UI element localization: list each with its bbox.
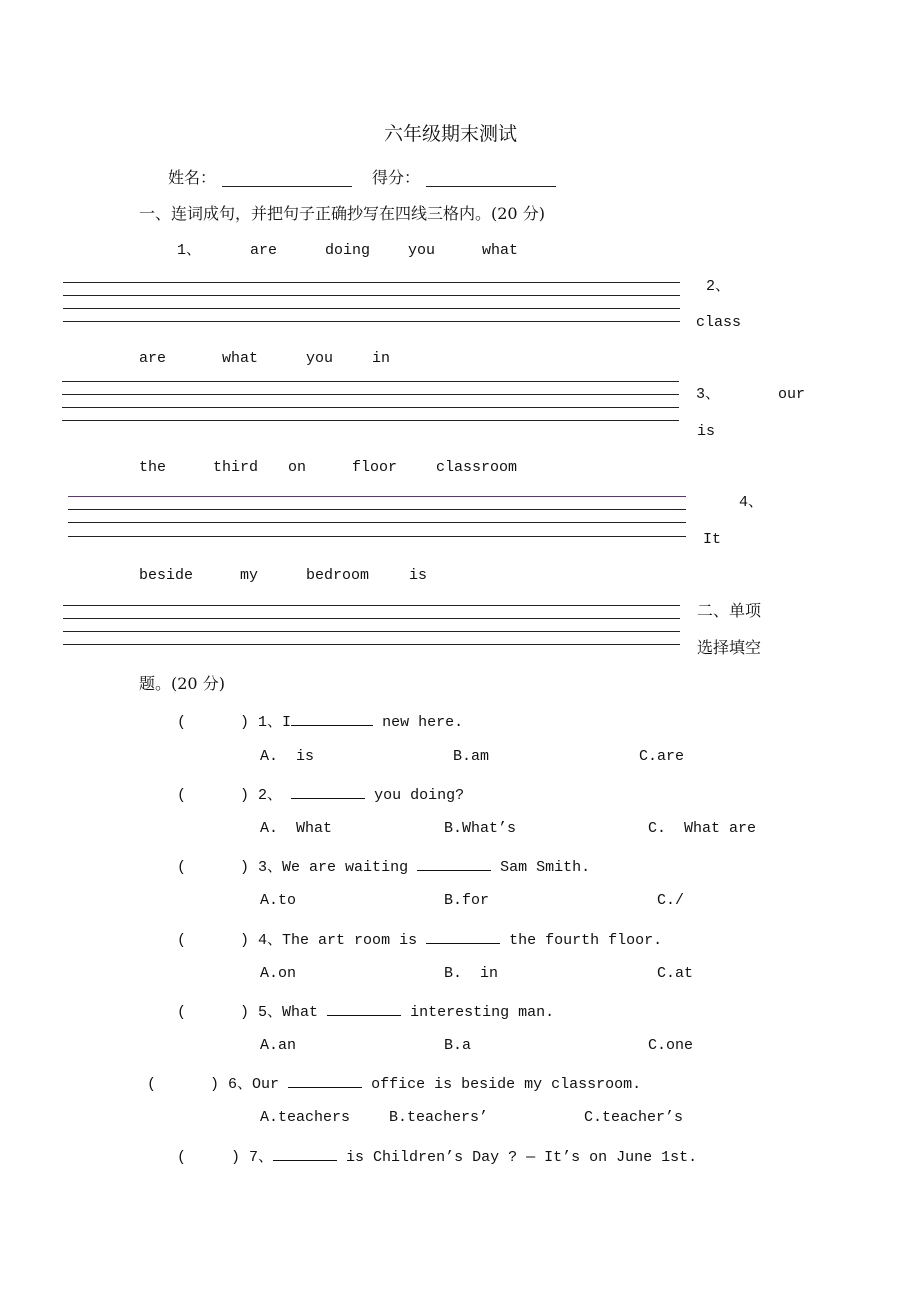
section1-heading: 一、连词成句，并把句子正确抄写在四线三格内。(20 分) <box>139 204 545 223</box>
question-text: The art room is <box>282 932 427 949</box>
option-c[interactable]: C.one <box>648 1037 694 1054</box>
question-text: office is beside my classroom. <box>362 1076 642 1093</box>
option-b[interactable]: B.am <box>453 748 490 765</box>
option-c[interactable]: C. What are <box>648 820 757 837</box>
question-text: Sam Smith. <box>491 859 591 876</box>
question-text: I <box>282 714 292 731</box>
option-b[interactable]: B.What’s <box>444 820 517 837</box>
option-a[interactable]: A.teachers <box>260 1109 351 1126</box>
section2-heading-part: 选择填空 <box>697 638 762 657</box>
name-blank[interactable] <box>222 186 352 187</box>
question-text: What <box>282 1004 328 1021</box>
question-number: 5、 <box>258 1004 283 1021</box>
word: classroom <box>436 459 518 476</box>
question-3 <box>177 856 590 877</box>
word: It <box>703 531 722 548</box>
question-number: 1、 <box>258 714 283 731</box>
option-c[interactable]: C.are <box>639 748 685 765</box>
word: our <box>778 386 806 403</box>
word: doing <box>325 242 371 259</box>
word: is <box>409 567 428 584</box>
page-title: 六年级期末测试 <box>384 123 518 145</box>
answer-paren[interactable]: ( ) <box>177 1149 241 1166</box>
question-4 <box>177 929 662 950</box>
word: on <box>288 459 307 476</box>
question-2 <box>177 784 464 805</box>
section2-heading-part: 二、单项 <box>697 601 762 620</box>
word: what <box>482 242 519 259</box>
name-label: 姓名： <box>168 168 217 187</box>
question-text: interesting man. <box>401 1004 555 1021</box>
word: floor <box>352 459 398 476</box>
word: class <box>696 314 742 331</box>
question-number: 2、 <box>258 787 283 804</box>
question-number: 7、 <box>249 1149 274 1166</box>
question-text: the fourth floor. <box>500 932 663 949</box>
word: are <box>139 350 167 367</box>
question-text: you doing? <box>365 787 465 804</box>
option-b[interactable]: B. in <box>444 965 499 982</box>
word: you <box>408 242 436 259</box>
question-1 <box>177 711 463 732</box>
word: my <box>240 567 259 584</box>
score-label: 得分： <box>372 168 421 187</box>
option-c[interactable]: C.at <box>657 965 694 982</box>
item-number: 1、 <box>177 242 202 259</box>
question-5 <box>177 1001 554 1022</box>
option-a[interactable]: A.an <box>260 1037 297 1054</box>
question-text: is Children’s Day ? — It’s on June 1st. <box>337 1149 698 1166</box>
score-blank[interactable] <box>426 186 556 187</box>
option-a[interactable]: A.to <box>260 892 297 909</box>
option-b[interactable]: B.teachers’ <box>389 1109 489 1126</box>
section2-heading-part: 题。(20 分) <box>139 674 225 693</box>
answer-blank[interactable] <box>426 929 500 944</box>
option-b[interactable]: B.a <box>444 1037 472 1054</box>
answer-paren[interactable]: ( ) <box>177 859 250 876</box>
question-text: Our <box>252 1076 289 1093</box>
question-6 <box>147 1073 641 1094</box>
word: you <box>306 350 334 367</box>
answer-blank[interactable] <box>291 711 373 726</box>
word: are <box>250 242 278 259</box>
answer-paren[interactable]: ( ) <box>177 1004 250 1021</box>
option-a[interactable]: A. is <box>260 748 315 765</box>
question-7 <box>177 1146 697 1167</box>
word: third <box>213 459 259 476</box>
answer-blank[interactable] <box>327 1001 401 1016</box>
option-b[interactable]: B.for <box>444 892 490 909</box>
answer-paren[interactable]: ( ) <box>177 787 250 804</box>
answer-blank[interactable] <box>273 1146 337 1161</box>
word: bedroom <box>306 567 370 584</box>
answer-paren[interactable]: ( ) <box>177 932 250 949</box>
question-number: 6、 <box>228 1076 253 1093</box>
question-text: new here. <box>373 714 464 731</box>
answer-blank[interactable] <box>291 784 365 799</box>
item-number: 2、 <box>706 278 731 295</box>
answer-blank[interactable] <box>417 856 491 871</box>
item-number: 3、 <box>696 386 721 403</box>
word: is <box>697 423 716 440</box>
answer-paren[interactable]: ( ) <box>147 1076 220 1093</box>
item-number: 4、 <box>739 494 764 511</box>
answer-paren[interactable]: ( ) <box>177 714 250 731</box>
word: beside <box>139 567 194 584</box>
word: the <box>139 459 167 476</box>
word: in <box>372 350 391 367</box>
option-c[interactable]: C.teacher’s <box>584 1109 684 1126</box>
word: what <box>222 350 259 367</box>
option-c[interactable]: C./ <box>657 892 685 909</box>
question-number: 4、 <box>258 932 283 949</box>
option-a[interactable]: A.on <box>260 965 297 982</box>
option-a[interactable]: A. What <box>260 820 333 837</box>
question-text: We are waiting <box>282 859 418 876</box>
question-number: 3、 <box>258 859 283 876</box>
answer-blank[interactable] <box>288 1073 362 1088</box>
